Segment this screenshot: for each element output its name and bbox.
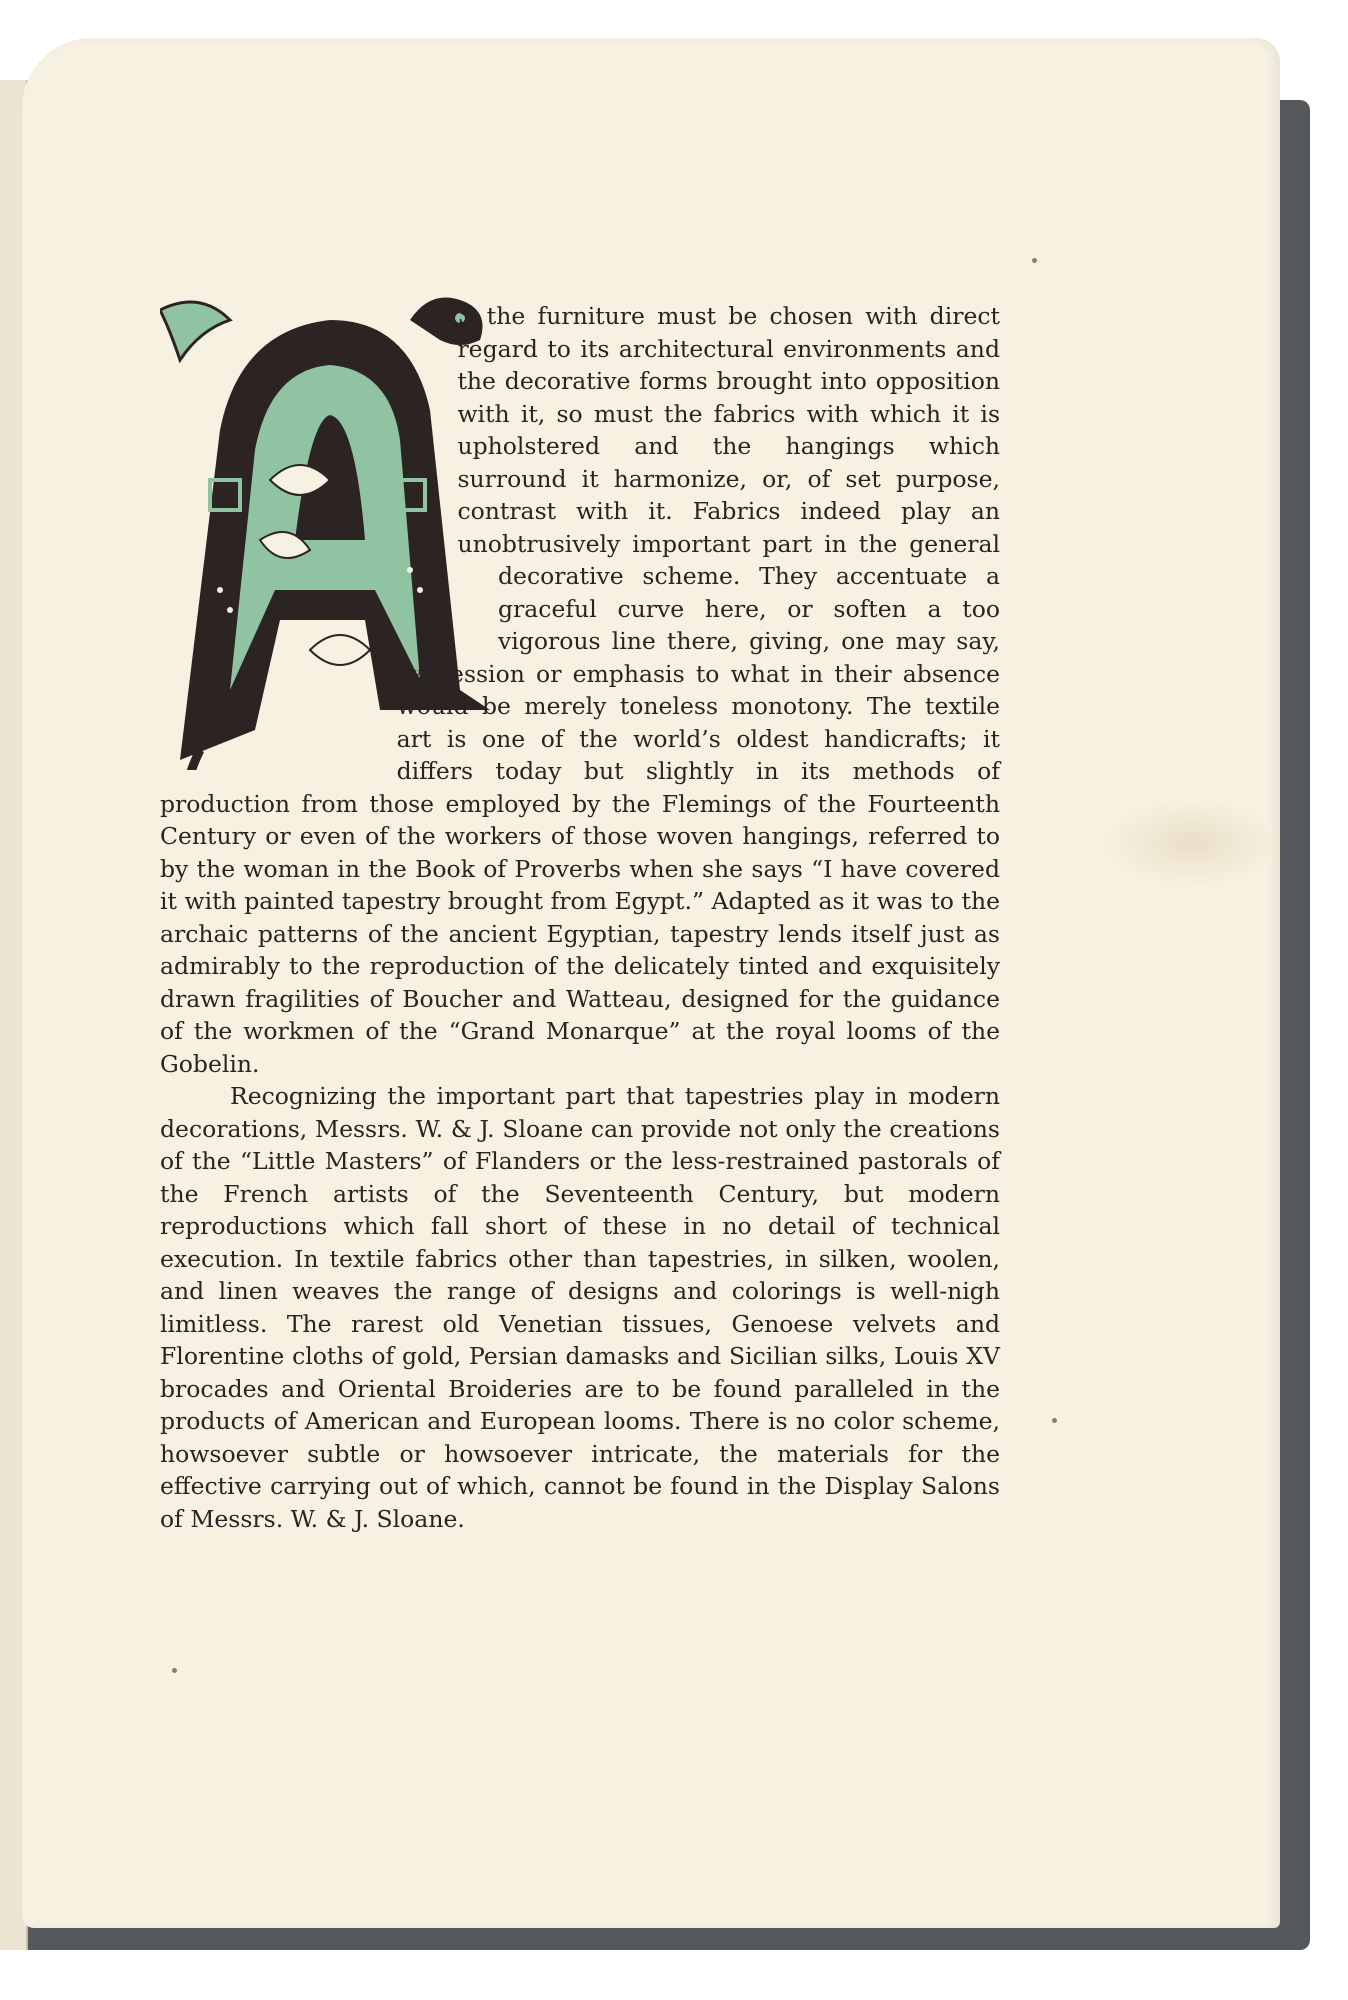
paragraph-1-text: the furniture must be chosen with direct regard to its architectural environments and the decorative forms brought into opposition with it, so must the fabrics with which it is upholstered and the hangings which surround it harmonize, or, of set purpose, contrast with it. Fabrics indeed play an unobtrusively important part in the general decorative scheme. They accentuate a graceful curve here, or soften a too vigorous line there, giving, one may say, expression or emphasis to what in their absence would be merely toneless monotony. The textile art is one of the world’s oldest handicrafts; it differs today but slightly in its methods of production from those employed by the Flemings of the Fourteenth Century or even of the workers of those woven hangings, referred to by the woman in the Book of Proverbs when she says “I have covered it with painted tapestry brought from Egypt.” Adapted as it was to the archaic patterns of the ancient Egyptian, tapestry lends itself just as admirably to the reproduction of the delicately tinted and exquisitely drawn fragilities of Boucher and Watteau, designed for the guidance of the workmen of the “Grand Monarque” at the royal looms of the Gobelin. [160,302,1000,1078]
page-text [160,300,1000,1535]
water-stain [1102,798,1282,888]
paper-speck [172,1668,177,1673]
lead-letter: S [457,301,475,330]
paper-speck [1052,1418,1057,1423]
paragraph-2: Recognizing the important part that tapestries play in modern decorations, Messrs. W. & J. Sloane can provide not only the creations of the “Little Masters” of Flanders or the less-restrained pastorals of the French artists of the Seventeenth Century, but modern reproductions which fall short of these in no detail of technical execution. In textile fabrics other than tapestries, in silken, woolen, and linen weaves the range of designs and colorings is well-nigh limitless. The rarest old Venetian tissues, Genoese velvets and Florentine cloths of gold, Persian damasks and Sicilian silks, Louis XV brocades and Oriental Broideries are to be found paralleled in the products of American and European looms. There is no color scheme, howsoever subtle or howsoever intricate, the materials for the effective carrying out of which, cannot be found in the Display Salons of Messrs. W. & J. Sloane. [160,1082,1000,1533]
paper-speck [1032,258,1037,263]
